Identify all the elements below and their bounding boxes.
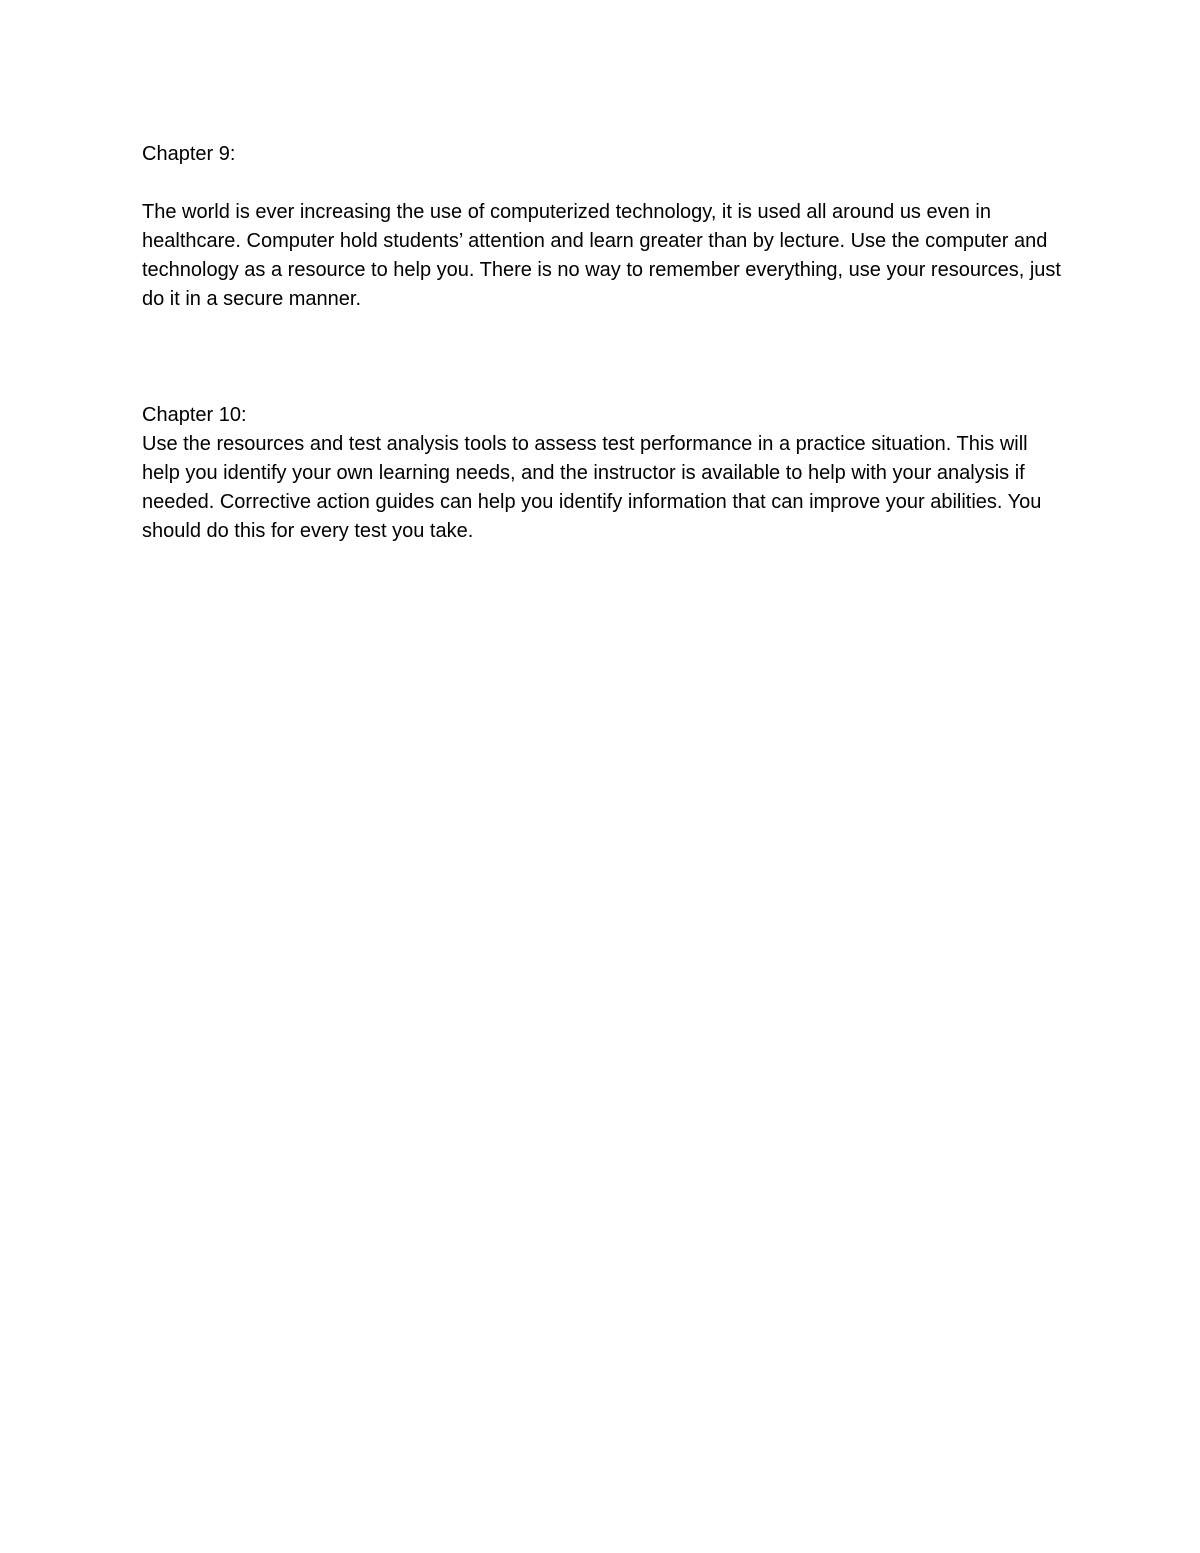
document-content: [142, 140, 1067, 546]
spacer: [142, 169, 1067, 198]
chapter-9-paragraph: The world is ever increasing the use of computerized technology, it is used all around us even in healthcare. Computer hold students’ attention and learn greater than by lecture. Use the computer and technology as a resource to help you. There is no way to remember everything, use your resources, just do it in a secure manner.: [142, 201, 1061, 310]
chapter-10-paragraph: Use the resources and test analysis tools to assess test performance in a practice situation. This will help you identify your own learning needs, and the instructor is available to help with your analysis if needed. Corrective action guides can help you identify information that can improve your abilities. You should do this for every test you take.: [142, 433, 1042, 542]
chapter-10-section: [142, 401, 1067, 546]
section-spacer: [142, 314, 1067, 401]
chapter-10-heading: Chapter 10:: [142, 404, 247, 426]
chapter-9-heading: Chapter 9:: [142, 143, 236, 165]
chapter-9-section: [142, 140, 1067, 314]
